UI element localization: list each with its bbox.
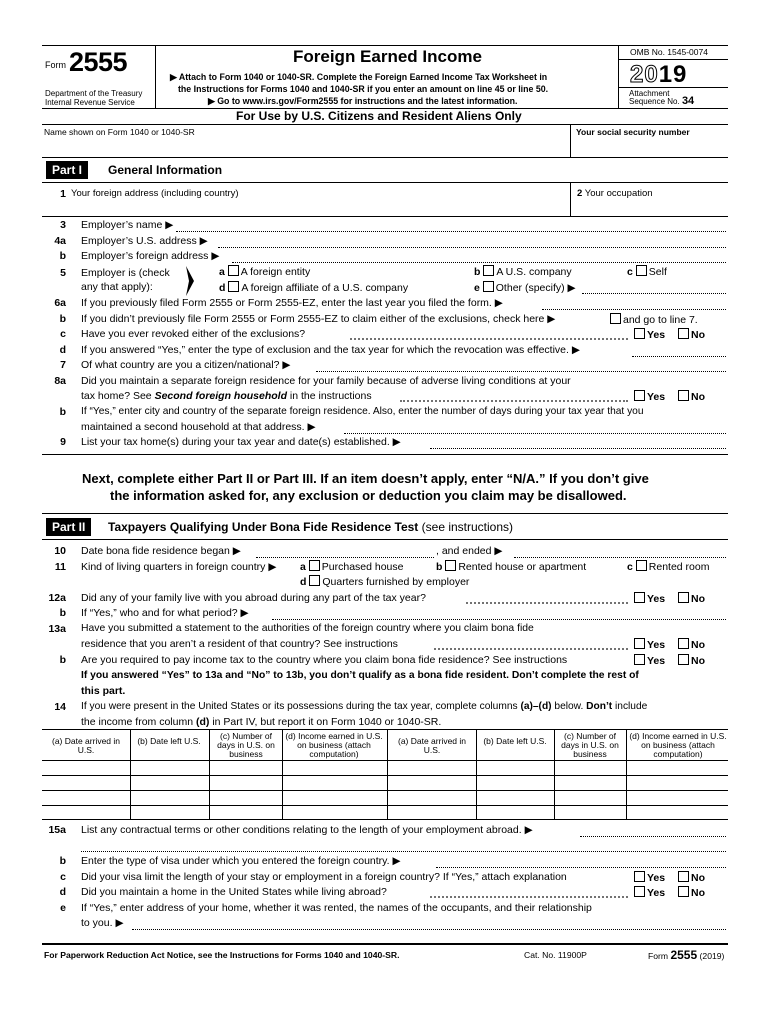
- line-15c-no[interactable]: No: [678, 871, 705, 884]
- line-8a-label-2: tax home? See Second foreign household in the instructions: [81, 390, 372, 402]
- checkbox-8a-yes[interactable]: [634, 390, 645, 401]
- line-15e-label-2: to you. ▶: [81, 917, 124, 929]
- checkbox-self[interactable]: [636, 265, 647, 276]
- line-6d-label: If you answered “Yes,” enter the type of exclusion and the tax year for which the revocation was effective. ▶: [81, 344, 580, 356]
- line-15e-number: e: [60, 902, 66, 914]
- part2-title: Taxpayers Qualifying Under Bona Fide Residence Test (see instructions): [108, 520, 514, 534]
- line-15c-number: c: [60, 871, 66, 883]
- line-13b-no[interactable]: No: [678, 654, 705, 667]
- col-a2-header: (a) Date arrived in U.S.: [397, 736, 467, 755]
- line-5-number: 5: [60, 267, 66, 279]
- line-3-number: 3: [60, 219, 66, 231]
- notice-line2: the information asked for, any exclusion or deduction you claim may be disallowed.: [110, 488, 627, 503]
- leader-dots-15d: [430, 896, 628, 898]
- line-13a-label-2: residence that you aren’t a resident of that country? See instructions: [81, 638, 398, 650]
- line-15a-number: 15a: [48, 824, 66, 836]
- option-5d[interactable]: d A foreign affiliate of a U.S. company: [219, 282, 409, 294]
- second-household-input[interactable]: [344, 433, 726, 434]
- checkbox-15d-no[interactable]: [678, 886, 689, 897]
- col-c2-header: (c) Number of days in U.S. on business: [561, 731, 619, 759]
- checkbox-quarters-furnished[interactable]: [309, 575, 320, 586]
- line-6b-label: If you didn’t previously file Form 2555 or Form 2555-EZ to claim either of the exclusions, check here ▶: [81, 313, 556, 325]
- checkbox-15c-yes[interactable]: [634, 871, 645, 882]
- part2-label: Part II: [46, 518, 91, 536]
- checkbox-13a-yes[interactable]: [634, 638, 645, 649]
- line-13-note-1: If you answered “Yes” to 13a and “No” to 13b, you don’t qualify as a bona fide resident. Don’t complete the rest of: [81, 670, 639, 681]
- leader-dots-8a: [400, 400, 628, 402]
- attachment-label: Attachment: [629, 89, 670, 98]
- line-6a-number: 6a: [54, 297, 66, 309]
- for-use-rule: [42, 124, 728, 125]
- line-8b-number: b: [59, 406, 66, 418]
- footer-rule: [42, 943, 728, 945]
- line-15d-number: d: [59, 886, 66, 898]
- line-13a-number: 13a: [48, 623, 66, 635]
- citizenship-input[interactable]: [316, 371, 726, 372]
- table-bottom-rule: [42, 819, 728, 820]
- line-15c-label: Did your visa limit the length of your stay or employment in a foreign country? If “Yes,” attach explanation: [81, 871, 567, 883]
- line-15b-label: Enter the type of visa under which you entered the foreign country. ▶: [81, 855, 401, 867]
- table-row[interactable]: [42, 761, 728, 775]
- other-specify-input[interactable]: [582, 293, 726, 294]
- checkbox-12a-yes[interactable]: [634, 592, 645, 603]
- ssn-input[interactable]: [576, 138, 726, 156]
- option-11d[interactable]: d Quarters furnished by employer: [300, 576, 470, 588]
- year-rule: [618, 87, 728, 88]
- part1-label: Part I: [46, 161, 88, 179]
- checkbox-12a-no[interactable]: [678, 592, 689, 603]
- table-row[interactable]: [42, 791, 728, 805]
- line-12a-label: Did any of your family live with you abroad during any part of the tax year?: [81, 592, 426, 604]
- omb-number: OMB No. 1545-0074: [630, 47, 708, 57]
- for-use-statement: For Use by U.S. Citizens and Resident Aliens Only: [236, 109, 522, 123]
- checkbox-6c-no[interactable]: [678, 328, 689, 339]
- checkbox-foreign-affiliate[interactable]: [228, 281, 239, 292]
- form-title: Foreign Earned Income: [293, 47, 482, 66]
- employer-foreign-address-input[interactable]: [232, 262, 726, 263]
- line-6c-number: c: [60, 328, 66, 340]
- part1-bottom-rule: [42, 454, 728, 455]
- notice-rule: [42, 513, 728, 514]
- line-6b-check[interactable]: and go to line 7.: [610, 313, 698, 326]
- line-6b-number: b: [59, 313, 66, 325]
- line-9-number: 9: [60, 436, 66, 448]
- option-11c[interactable]: c Rented room: [627, 561, 710, 573]
- tax-year-prefix: 20: [630, 61, 659, 88]
- form-number: 2555: [69, 47, 128, 77]
- line-13-note-2: this part.: [81, 685, 126, 697]
- table-row[interactable]: [42, 806, 728, 819]
- col-b-header: (b) Date left U.S.: [137, 736, 201, 746]
- checkbox-purchased-house[interactable]: [309, 560, 320, 571]
- header-divider-right: [618, 45, 619, 108]
- line-15e-label-1: If “Yes,” enter address of your home, whether it was rented, the names of the occupants, and their relationship: [81, 902, 592, 914]
- line-10-label: Date bona fide residence began ▶: [81, 545, 241, 557]
- line-15c-yes[interactable]: Yes: [634, 871, 665, 884]
- line-12a-yes[interactable]: Yes: [634, 592, 665, 605]
- last-year-filed-input[interactable]: [542, 309, 726, 310]
- line-13a-yes[interactable]: Yes: [634, 638, 665, 651]
- line-6a-label: If you previously filed Form 2555 or Form 2555-EZ, enter the last year you filed the form. ▶: [81, 297, 503, 309]
- col-d2-header: (d) Income earned in U.S. on business (attach computation): [629, 731, 727, 759]
- checkbox-15d-yes[interactable]: [634, 886, 645, 897]
- line-8a-label-1: Did you maintain a separate foreign residence for your family because of adverse living conditions at your: [81, 375, 571, 387]
- col-c-header: (c) Number of days in U.S. on business: [217, 731, 275, 759]
- line-12b-number: b: [59, 607, 66, 619]
- line-15a-label: List any contractual terms or other conditions relating to the length of your employment abroad. ▶: [81, 824, 533, 836]
- attach-line1: ▶ Attach to Form 1040 or 1040-SR. Complete the Foreign Earned Income Tax Worksheet in: [170, 72, 548, 82]
- contract-terms-input[interactable]: [580, 836, 726, 837]
- catalog-number: Cat. No. 11900P: [524, 950, 587, 960]
- line-13b-yes[interactable]: Yes: [634, 654, 665, 667]
- attach-line2: the Instructions for Forms 1040 and 1040-SR if you enter an amount on line 45 or line 50.: [178, 84, 549, 94]
- line-13a-label-1: Have you submitted a statement to the authorities of the foreign country where you claim bona fide: [81, 623, 534, 634]
- line-9-label: List your tax home(s) during your tax year and date(s) established. ▶: [81, 436, 401, 448]
- option-5b[interactable]: b A U.S. company: [474, 266, 572, 278]
- residence-began-input[interactable]: [256, 557, 434, 558]
- option-5c[interactable]: c Self: [627, 266, 667, 278]
- leader-dots-13a: [434, 648, 628, 650]
- table-row[interactable]: [42, 776, 728, 790]
- col-b2-header: (b) Date left U.S.: [483, 736, 547, 746]
- line-1-label: Your foreign address (including country): [71, 188, 239, 199]
- form-word: Form: [45, 60, 66, 70]
- line-14-label-2: the income from column (d) in Part IV, but report it on Form 1040 or 1040-SR.: [81, 716, 442, 728]
- line-5-label-1: Employer is (check: [81, 267, 170, 279]
- line-7-label: Of what country are you a citizen/national? ▶: [81, 359, 291, 371]
- line-10-number: 10: [54, 545, 66, 557]
- part1-rule: [42, 182, 728, 183]
- option-5e[interactable]: e Other (specify) ▶: [474, 282, 576, 294]
- department-line1: Department of the Treasury: [45, 89, 143, 98]
- line-14-number: 14: [54, 701, 66, 713]
- checkbox-13b-no[interactable]: [678, 654, 689, 665]
- foreign-address-input[interactable]: [71, 200, 566, 214]
- header-divider-left: [155, 45, 156, 108]
- line-4b-label: Employer’s foreign address ▶: [81, 250, 220, 262]
- checkbox-not-previously-filed[interactable]: [610, 313, 621, 324]
- residence-ended-input[interactable]: [514, 557, 726, 558]
- part1-title: General Information: [108, 163, 223, 177]
- sequence-label: Sequence No. 34: [629, 95, 695, 107]
- part2-rule: [42, 539, 728, 540]
- notice-line1: Next, complete either Part II or Part III. If an item doesn’t apply, enter “N/A.” If you don’t give: [82, 471, 649, 486]
- line-11-label: Kind of living quarters in foreign country ▶: [81, 561, 277, 573]
- occupation-input[interactable]: [577, 200, 727, 214]
- option-11b[interactable]: b Rented house or apartment: [436, 561, 587, 573]
- attach-line3: ▶ Go to www.irs.gov/Form2555 for instructions and the latest information.: [208, 96, 518, 106]
- line-15d-yes[interactable]: Yes: [634, 886, 665, 899]
- line-8b-label-2: maintained a second household at that address. ▶: [81, 421, 316, 433]
- line-13a-no[interactable]: No: [678, 638, 705, 651]
- line-1-rule: [42, 216, 728, 217]
- option-11a[interactable]: a Purchased house: [300, 561, 404, 573]
- line-11-number: 11: [54, 561, 66, 573]
- line-4a-label: Employer’s U.S. address ▶: [81, 235, 208, 247]
- brace-arrow-icon: [186, 266, 194, 296]
- line-15b-number: b: [59, 855, 66, 867]
- tax-home-input[interactable]: [430, 448, 726, 449]
- line-12a-number: 12a: [48, 592, 66, 604]
- footer-form-id: Form 2555 (2019): [648, 948, 725, 962]
- line-10-ended-label: , and ended ▶: [436, 545, 503, 557]
- line-12b-label: If “Yes,” who and for what period? ▶: [81, 607, 249, 619]
- line-3-label: Employer’s name ▶: [81, 219, 174, 231]
- line-6c-yes[interactable]: Yes: [634, 328, 665, 341]
- line-14-label-1: If you were present in the United States or its possessions during the tax year, complete columns (a)–(d) below. Don’t include: [81, 701, 648, 712]
- line-13b-label: Are you required to pay income tax to the country where you claim bona fide residence? See instructions: [81, 654, 568, 666]
- visa-type-input[interactable]: [436, 867, 726, 868]
- line-15d-label: Did you maintain a home in the United States while living abroad?: [81, 886, 387, 898]
- line-13b-number: b: [59, 654, 66, 666]
- col-d-header: (d) Income earned in U.S. on business (attach computation): [285, 731, 383, 759]
- name-input[interactable]: [44, 138, 568, 156]
- line-7-number: 7: [60, 359, 66, 371]
- ssn-label: Your social security number: [576, 127, 690, 137]
- checkbox-us-company[interactable]: [483, 265, 494, 276]
- contract-terms-input-2[interactable]: [81, 851, 726, 852]
- checkbox-15c-no[interactable]: [678, 871, 689, 882]
- line-6d-number: d: [59, 344, 66, 356]
- ssn-divider: [570, 124, 571, 157]
- department-line2: Internal Revenue Service: [45, 98, 135, 107]
- line-4b-number: b: [59, 250, 66, 262]
- line-8a-yes[interactable]: Yes: [634, 390, 665, 403]
- name-bottom-rule: [42, 157, 728, 158]
- line-1-number: 1: [60, 188, 66, 200]
- us-home-address-input[interactable]: [132, 929, 726, 930]
- leader-dots-12a: [466, 602, 628, 604]
- checkbox-13a-no[interactable]: [678, 638, 689, 649]
- line-4a-number: 4a: [54, 235, 66, 247]
- line-2-divider: [570, 182, 571, 216]
- family-period-input[interactable]: [272, 619, 726, 620]
- checkbox-other[interactable]: [483, 281, 494, 292]
- line-6c-no[interactable]: No: [678, 328, 705, 341]
- checkbox-rented-room[interactable]: [636, 560, 647, 571]
- checkbox-rented-house[interactable]: [445, 560, 456, 571]
- omb-rule: [618, 59, 728, 60]
- line-6c-label: Have you ever revoked either of the exclusions?: [81, 328, 306, 340]
- tax-year-suffix: 19: [658, 61, 688, 88]
- employer-name-input[interactable]: [176, 231, 726, 232]
- line-8a-number: 8a: [54, 375, 66, 387]
- revocation-input[interactable]: [632, 356, 726, 357]
- paperwork-notice: For Paperwork Reduction Act Notice, see the Instructions for Forms 1040 and 1040-SR.: [44, 950, 400, 960]
- employer-us-address-input[interactable]: [218, 247, 726, 248]
- col-a-header: (a) Date arrived in U.S.: [51, 736, 121, 755]
- line-8b-label-1: If “Yes,” enter city and country of the separate foreign residence. Also, enter the number of days during your tax year that you: [81, 406, 644, 417]
- checkbox-8a-no[interactable]: [678, 390, 689, 401]
- option-5a[interactable]: a A foreign entity: [219, 266, 311, 278]
- checkbox-6c-yes[interactable]: [634, 328, 645, 339]
- line-8a-no[interactable]: No: [678, 390, 705, 403]
- name-label: Name shown on Form 1040 or 1040-SR: [44, 127, 195, 137]
- sequence-number: 34: [681, 95, 695, 107]
- checkbox-foreign-entity[interactable]: [228, 265, 239, 276]
- line-5-label-2: any that apply):: [81, 281, 153, 293]
- checkbox-13b-yes[interactable]: [634, 654, 645, 665]
- line-12a-no[interactable]: No: [678, 592, 705, 605]
- leader-dots-6c: [350, 338, 628, 340]
- top-rule: [42, 45, 728, 46]
- line-15d-no[interactable]: No: [678, 886, 705, 899]
- tax-year: [630, 61, 687, 89]
- line-2-label: 2 Your occupation: [577, 188, 653, 199]
